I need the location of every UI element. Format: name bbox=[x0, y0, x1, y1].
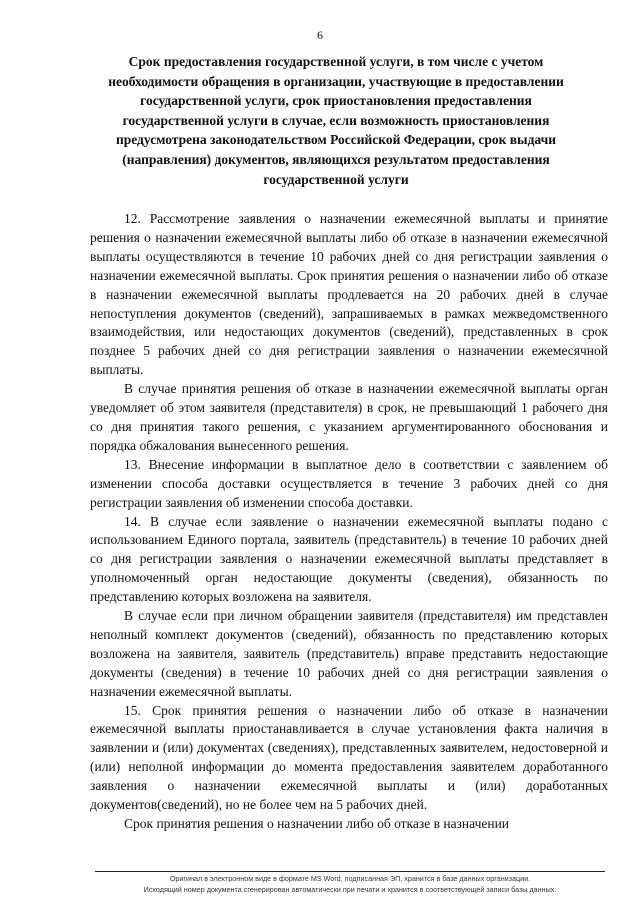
page-number: 6 bbox=[317, 28, 323, 42]
document-body bbox=[90, 210, 608, 834]
section-heading: Срок предоставления государственной услуги, в том числе с учетом необходимости обращения в организации, участвующие в предоставлении государственной услуги, срок приостановления предоставления государственной услуги в случае, если возможность приостановления предусмотрена законодательством Российской Федерации, срок выдачи (направления) документов, являющихся результатом предоставления государственной услуги bbox=[108, 54, 564, 187]
footer-note bbox=[95, 874, 605, 895]
footer-divider bbox=[95, 871, 605, 872]
paragraph-15: 15. Срок принятия решения о назначении либо об отказе в назначении ежемесячной выплаты приостанавливается в случае установления факта наличия в заявлении и (или) документах (сведениях), представленных заявителем, недостоверной и (или) неполной информации до момента предоставления заявителем доработанного заявления о назначении ежемесячной выплаты и (или) доработанных документов(сведений), но не более чем на 5 рабочих дней. bbox=[90, 702, 608, 813]
paragraph-incomplete-documents: В случае если при личном обращении заявителя (представителя) им представлен неполный комплект документов (сведений), обязанность по представлению которых возложена на заявителя, заявитель (представитель) вправе представить недостающие документы (сведения) в течение 10 рабочих дней со дня регистрации заявления о назначении ежемесячной выплаты. bbox=[90, 608, 608, 699]
paragraph-13: 13. Внесение информации в выплатное дело в соответствии с заявлением об изменении способа доставки осуществляется в течение 3 рабочих дней со дня регистрации заявления об изменении способа доставки. bbox=[90, 456, 608, 510]
paragraph-12: 12. Рассмотрение заявления о назначении ежемесячной выплаты и принятие решения о назначении ежемесячной выплаты либо об отказе в назначении ежемесячной выплаты осуществляются в течение 10 рабочих дней со дня регистрации заявления о назначении ежемесячной выплаты. Срок принятия решения о назначении либо об отказе в назначении ежемесячной выплаты продлевается на 20 рабочих дней в случае непоступления документов (сведений), запрашиваемых в рамках межведомственного взаимодействия, или недостающих документов (сведений), представленных в срок позднее 5 рабочих дней со дня регистрации заявления о назначении ежемесячной выплаты. bbox=[90, 211, 608, 378]
footer-line-2: Исходящий номер документа сгенерирован автоматически при печати и хранится в соответствующей записи базы данных. bbox=[143, 884, 557, 894]
paragraph-refusal-notice: В случае принятия решения об отказе в назначении ежемесячной выплаты орган уведомляет об этом заявителя (представителя) в срок, не превышающий 1 рабочего дня со дня принятия такого решения, с указанием аргументированного обоснования и порядка обжалования вынесенного решения. bbox=[90, 381, 608, 453]
paragraph-continued: Срок принятия решения о назначении либо об отказе в назначении bbox=[124, 816, 510, 831]
paragraph-14: 14. В случае если заявление о назначении ежемесячной выплаты подано с использованием Единого портала, заявитель (представитель) в течение 10 рабочих дней со дня регистрации заявления о назначении ежемесячной выплаты представляет в уполномоченный орган недостающие документы (сведения), обязанность по представлению которых возложена на заявителя. bbox=[90, 513, 608, 605]
footer-line-1: Оригинал в электронном виде в формате MS Word, подписанная ЭП, хранится в базе данных организации. bbox=[169, 874, 531, 883]
